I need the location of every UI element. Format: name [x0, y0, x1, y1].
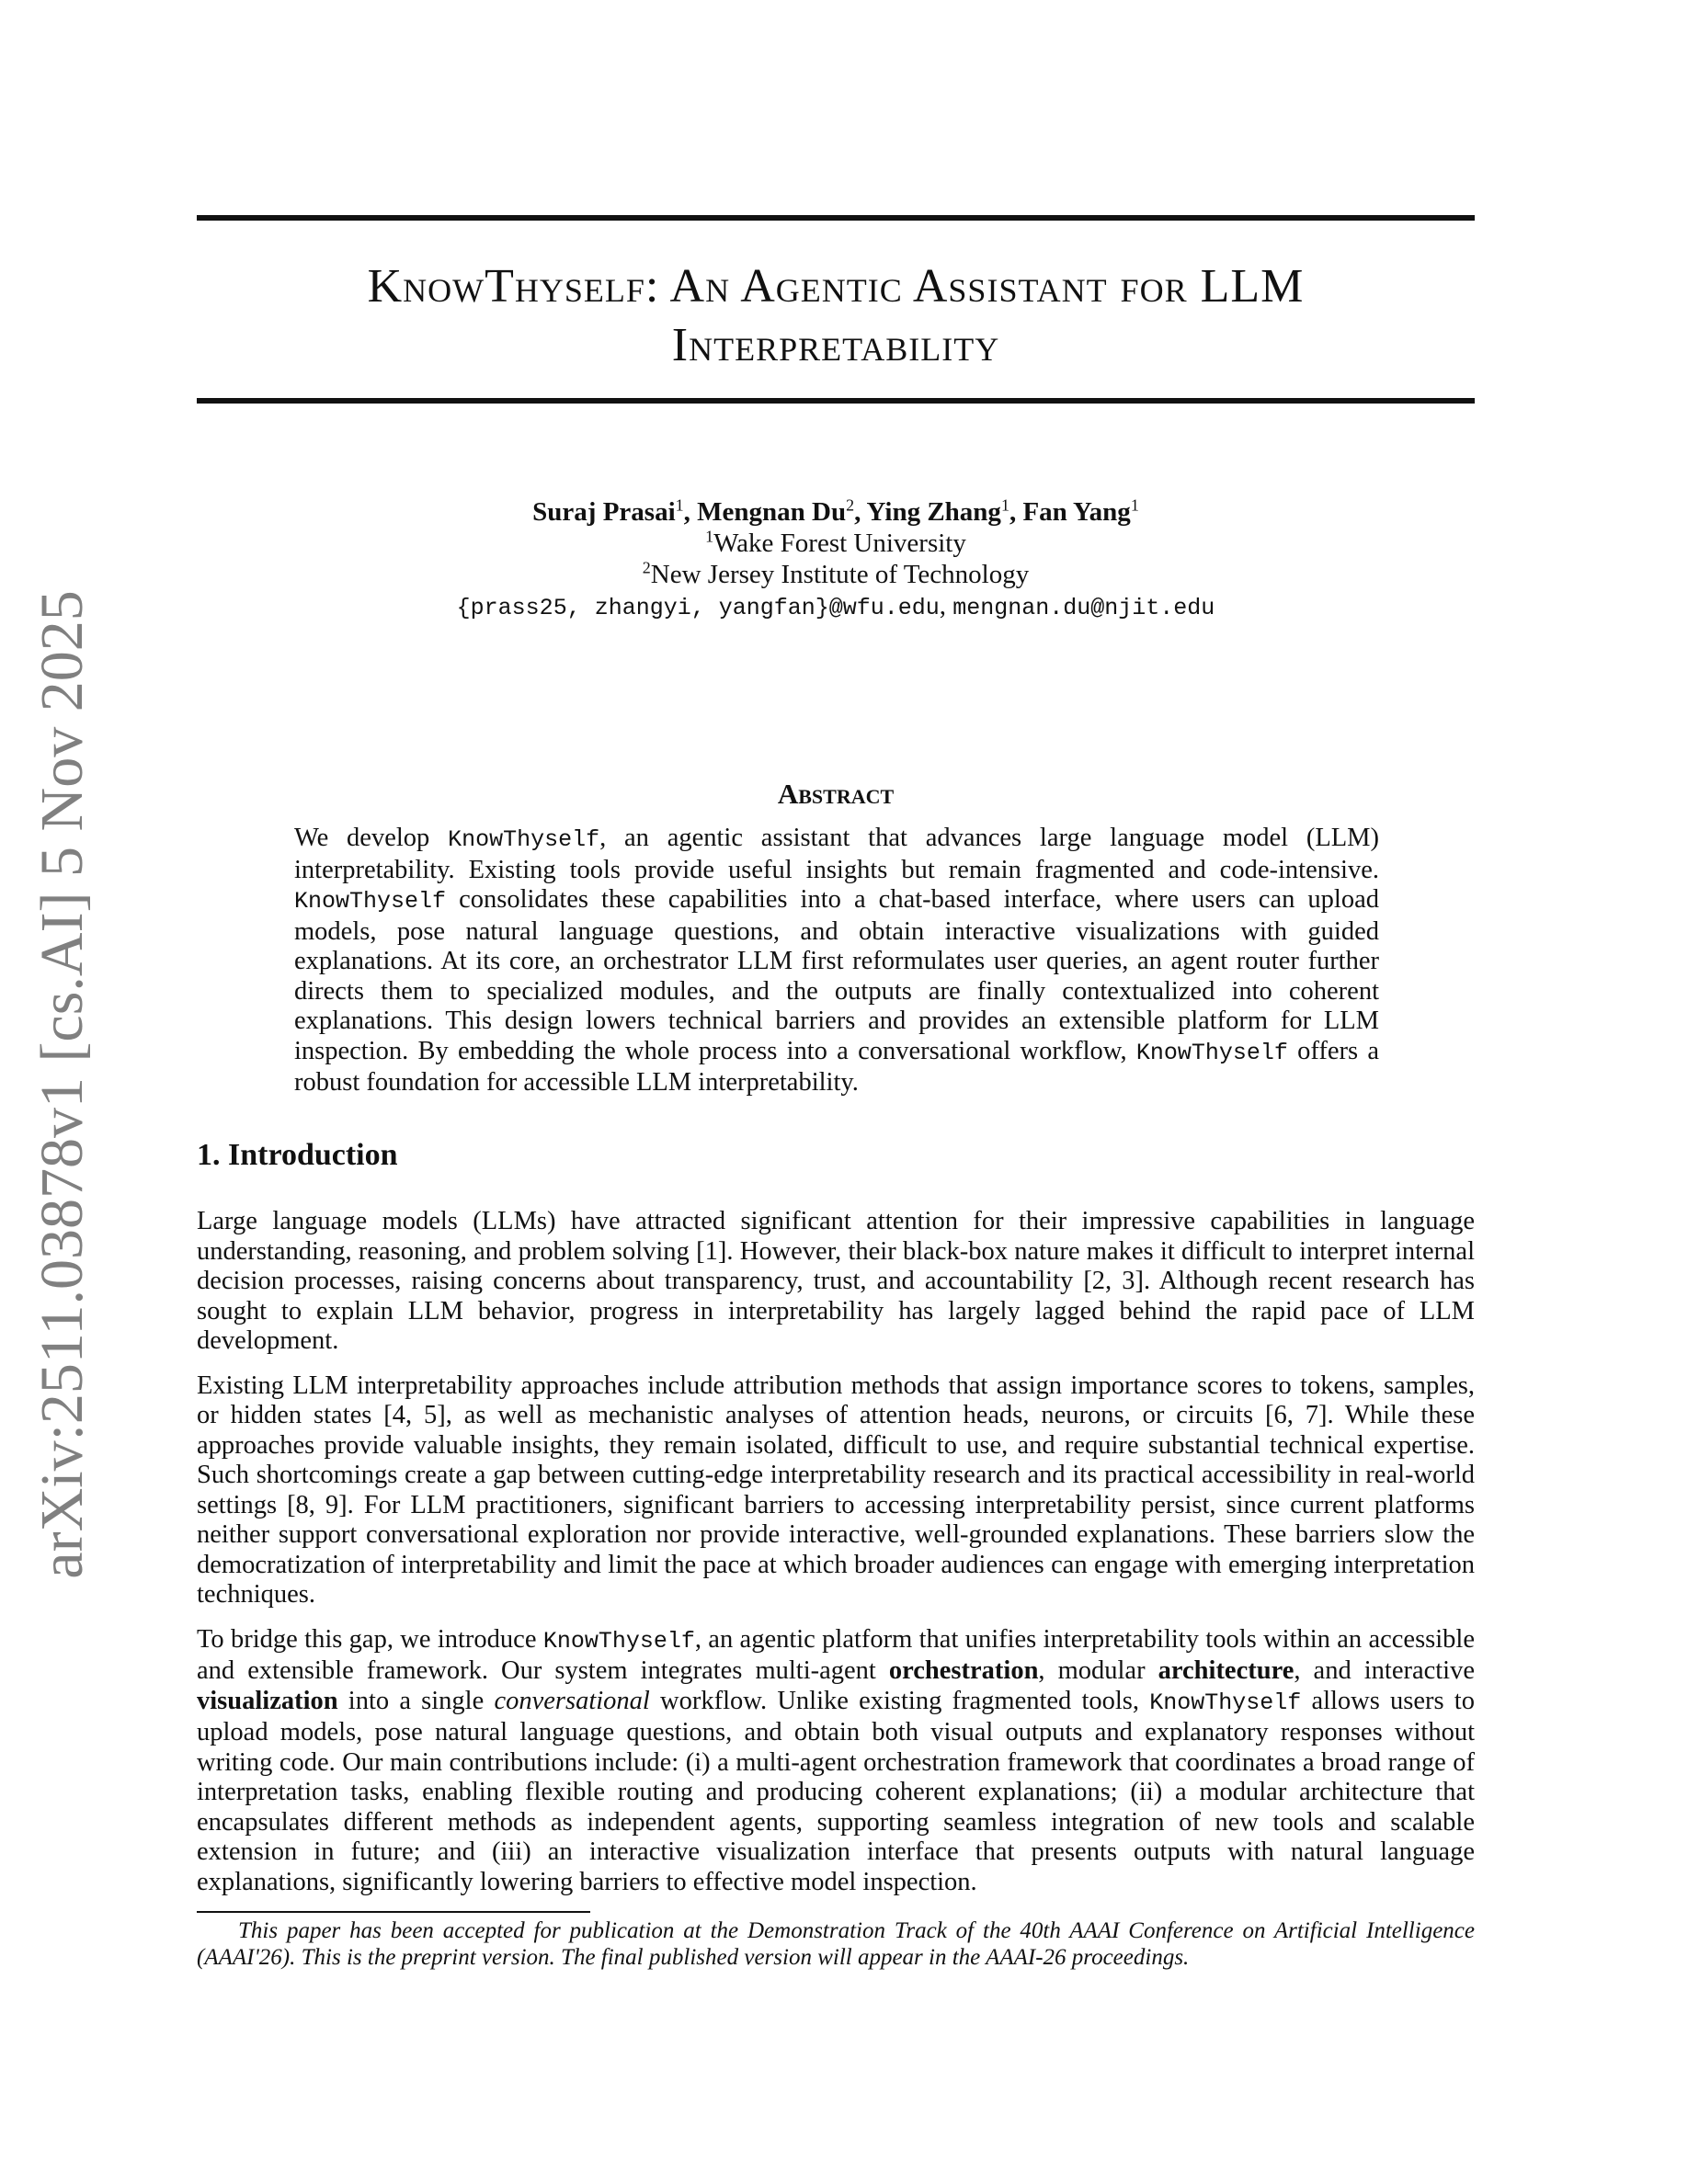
emphasis: architecture — [1158, 1656, 1295, 1685]
affiliation-name: Wake Forest University — [713, 529, 966, 558]
footnote: This paper has been accepted for publication at the Demonstration Track of the 40th AAAI Conference on Artificial Intelligence (AAAI'26). This is the preprint version. The final published version will appear in the AAAI-26 proceedings. — [197, 1918, 1475, 1970]
affiliation-mark: 1 — [1000, 495, 1009, 515]
section-heading-introduction: 1. Introduction — [197, 1138, 398, 1172]
author-name: Fan Yang — [1022, 497, 1131, 527]
emails: {prass25, zhangyi, yangfan}@wfu.edu, mengnan.du@njit.edu — [456, 591, 1215, 621]
introduction-body — [197, 1207, 1475, 1912]
emphasis: orchestration — [888, 1656, 1039, 1685]
affiliation-mark: 2 — [846, 495, 855, 515]
footnote-rule — [197, 1911, 590, 1913]
system-name: KnowThyself — [542, 1627, 695, 1655]
author-block — [197, 496, 1475, 624]
emphasis: conversational — [494, 1686, 650, 1715]
paragraph: Large language models (LLMs) have attracted significant attention for their impressive capabilities in language understanding, reasoning, and problem solving [1]. However, their black-box nature makes it difficult to interpret internal decision processes, raising concerns about transparency, trust, and accountability [2, 3]. Although recent research has sought to explain LLM behavior, progress in interpretability has largely lagged behind the rapid pace of LLM development. — [197, 1207, 1475, 1355]
affiliation — [197, 559, 1475, 590]
author-name: Mengnan Du — [697, 497, 847, 527]
system-name: KnowThyself — [1149, 1689, 1302, 1716]
paper-title — [197, 257, 1475, 375]
affiliation-mark: 1 — [705, 527, 714, 546]
affiliation — [197, 528, 1475, 559]
affiliation-mark: 2 — [642, 558, 651, 577]
system-name: KnowThyself — [294, 888, 447, 915]
email-group[interactable]: {prass25, zhangyi, yangfan}@wfu.edu — [456, 595, 940, 621]
author-list: Suraj Prasai$^1$, Mengnan Du$^2$, Ying Zhang$^1$, Fan Yang$^1$ — [532, 495, 1139, 527]
system-name: KnowThyself — [448, 826, 600, 853]
title-line-2: Interpretability — [671, 319, 1000, 371]
paragraph: To bridge this gap, we introduce KnowThyself, an agentic platform that unifies interpretability tools within an accessible and extensible framework. Our system integrates multi-agent orchestration, modular architecture, and interactive visualization into a single conversational workflow. Unlike existing fragmented tools, KnowThyself allows users to upload models, pose natural language questions, and obtain both visual outputs and explanatory responses without writing code. Our main contributions include: (i) a multi-agent orchestration framework that coordinates a broad range of interpretation tasks, enabling flexible routing and producing coherent explanations; (ii) a modular architecture that encapsulates different methods as independent agents, supporting seamless integration of new tools and scalable extension in future; and (iii) an interactive visualization interface that presents outputs with natural language explanations, significantly lowering barriers to effective model inspection. — [197, 1624, 1476, 1896]
title-top-rule — [197, 215, 1475, 221]
email-single[interactable]: mengnan.du@njit.edu — [952, 595, 1215, 621]
system-name: KnowThyself — [1135, 1039, 1288, 1066]
emphasis: visualization — [197, 1686, 338, 1715]
author-name: Ying Zhang — [866, 497, 1001, 527]
arxiv-identifier-stamp: arXiv:2511.03878v1 [cs.AI] 5 Nov 2025 — [29, 590, 96, 1579]
affiliation-mark: 1 — [1130, 495, 1139, 515]
abstract-text: We develop KnowThyself, an agentic assistant that advances large language model (LLM) interpretability. Existing tools provide useful insights but remain fragmented and code-intensive. KnowThyself consolidates these capabilities into a chat-based interface, where users can upload models, pose natural language questions, and obtain interactive visualizations with guided explanations. At its core, an orchestrator LLM first reformulates user queries, an agent router further directs them to specialized modules, and the outputs are finally contextualized into coherent explanations. This design lowers technical barriers and provides an extensible platform for LLM inspection. By embedding the whole process into a conversational workflow, KnowThyself offers a robust foundation for accessible LLM interpretability. — [294, 824, 1379, 1097]
paragraph: Existing LLM interpretability approaches include attribution methods that assign importance scores to tokens, samples, or hidden states [4, 5], as well as mechanistic analyses of attention heads, neurons, or circuits [6, 7]. While these approaches provide valuable insights, they remain isolated, difficult to use, and require substantial technical expertise. Such shortcomings create a gap between cutting-edge interpretability research and its practical accessibility in real-world settings [8, 9]. For LLM practitioners, significant barriers to accessing interpretability persist, since current platforms neither support conversational exploration nor provide interactive, well-grounded explanations. These barriers slow the democratization of interpretability and limit the pace at which broader audiences can engage with emerging interpretation techniques. — [197, 1371, 1475, 1609]
title-line-1: KnowThyself: An Agentic Assistant for LLM — [367, 260, 1305, 313]
affiliation-mark: 1 — [675, 495, 684, 515]
author-name: Suraj Prasai — [532, 497, 676, 527]
affiliation-name: New Jersey Institute of Technology — [650, 560, 1030, 589]
title-bottom-rule — [197, 398, 1475, 404]
abstract-heading: Abstract — [777, 778, 895, 810]
